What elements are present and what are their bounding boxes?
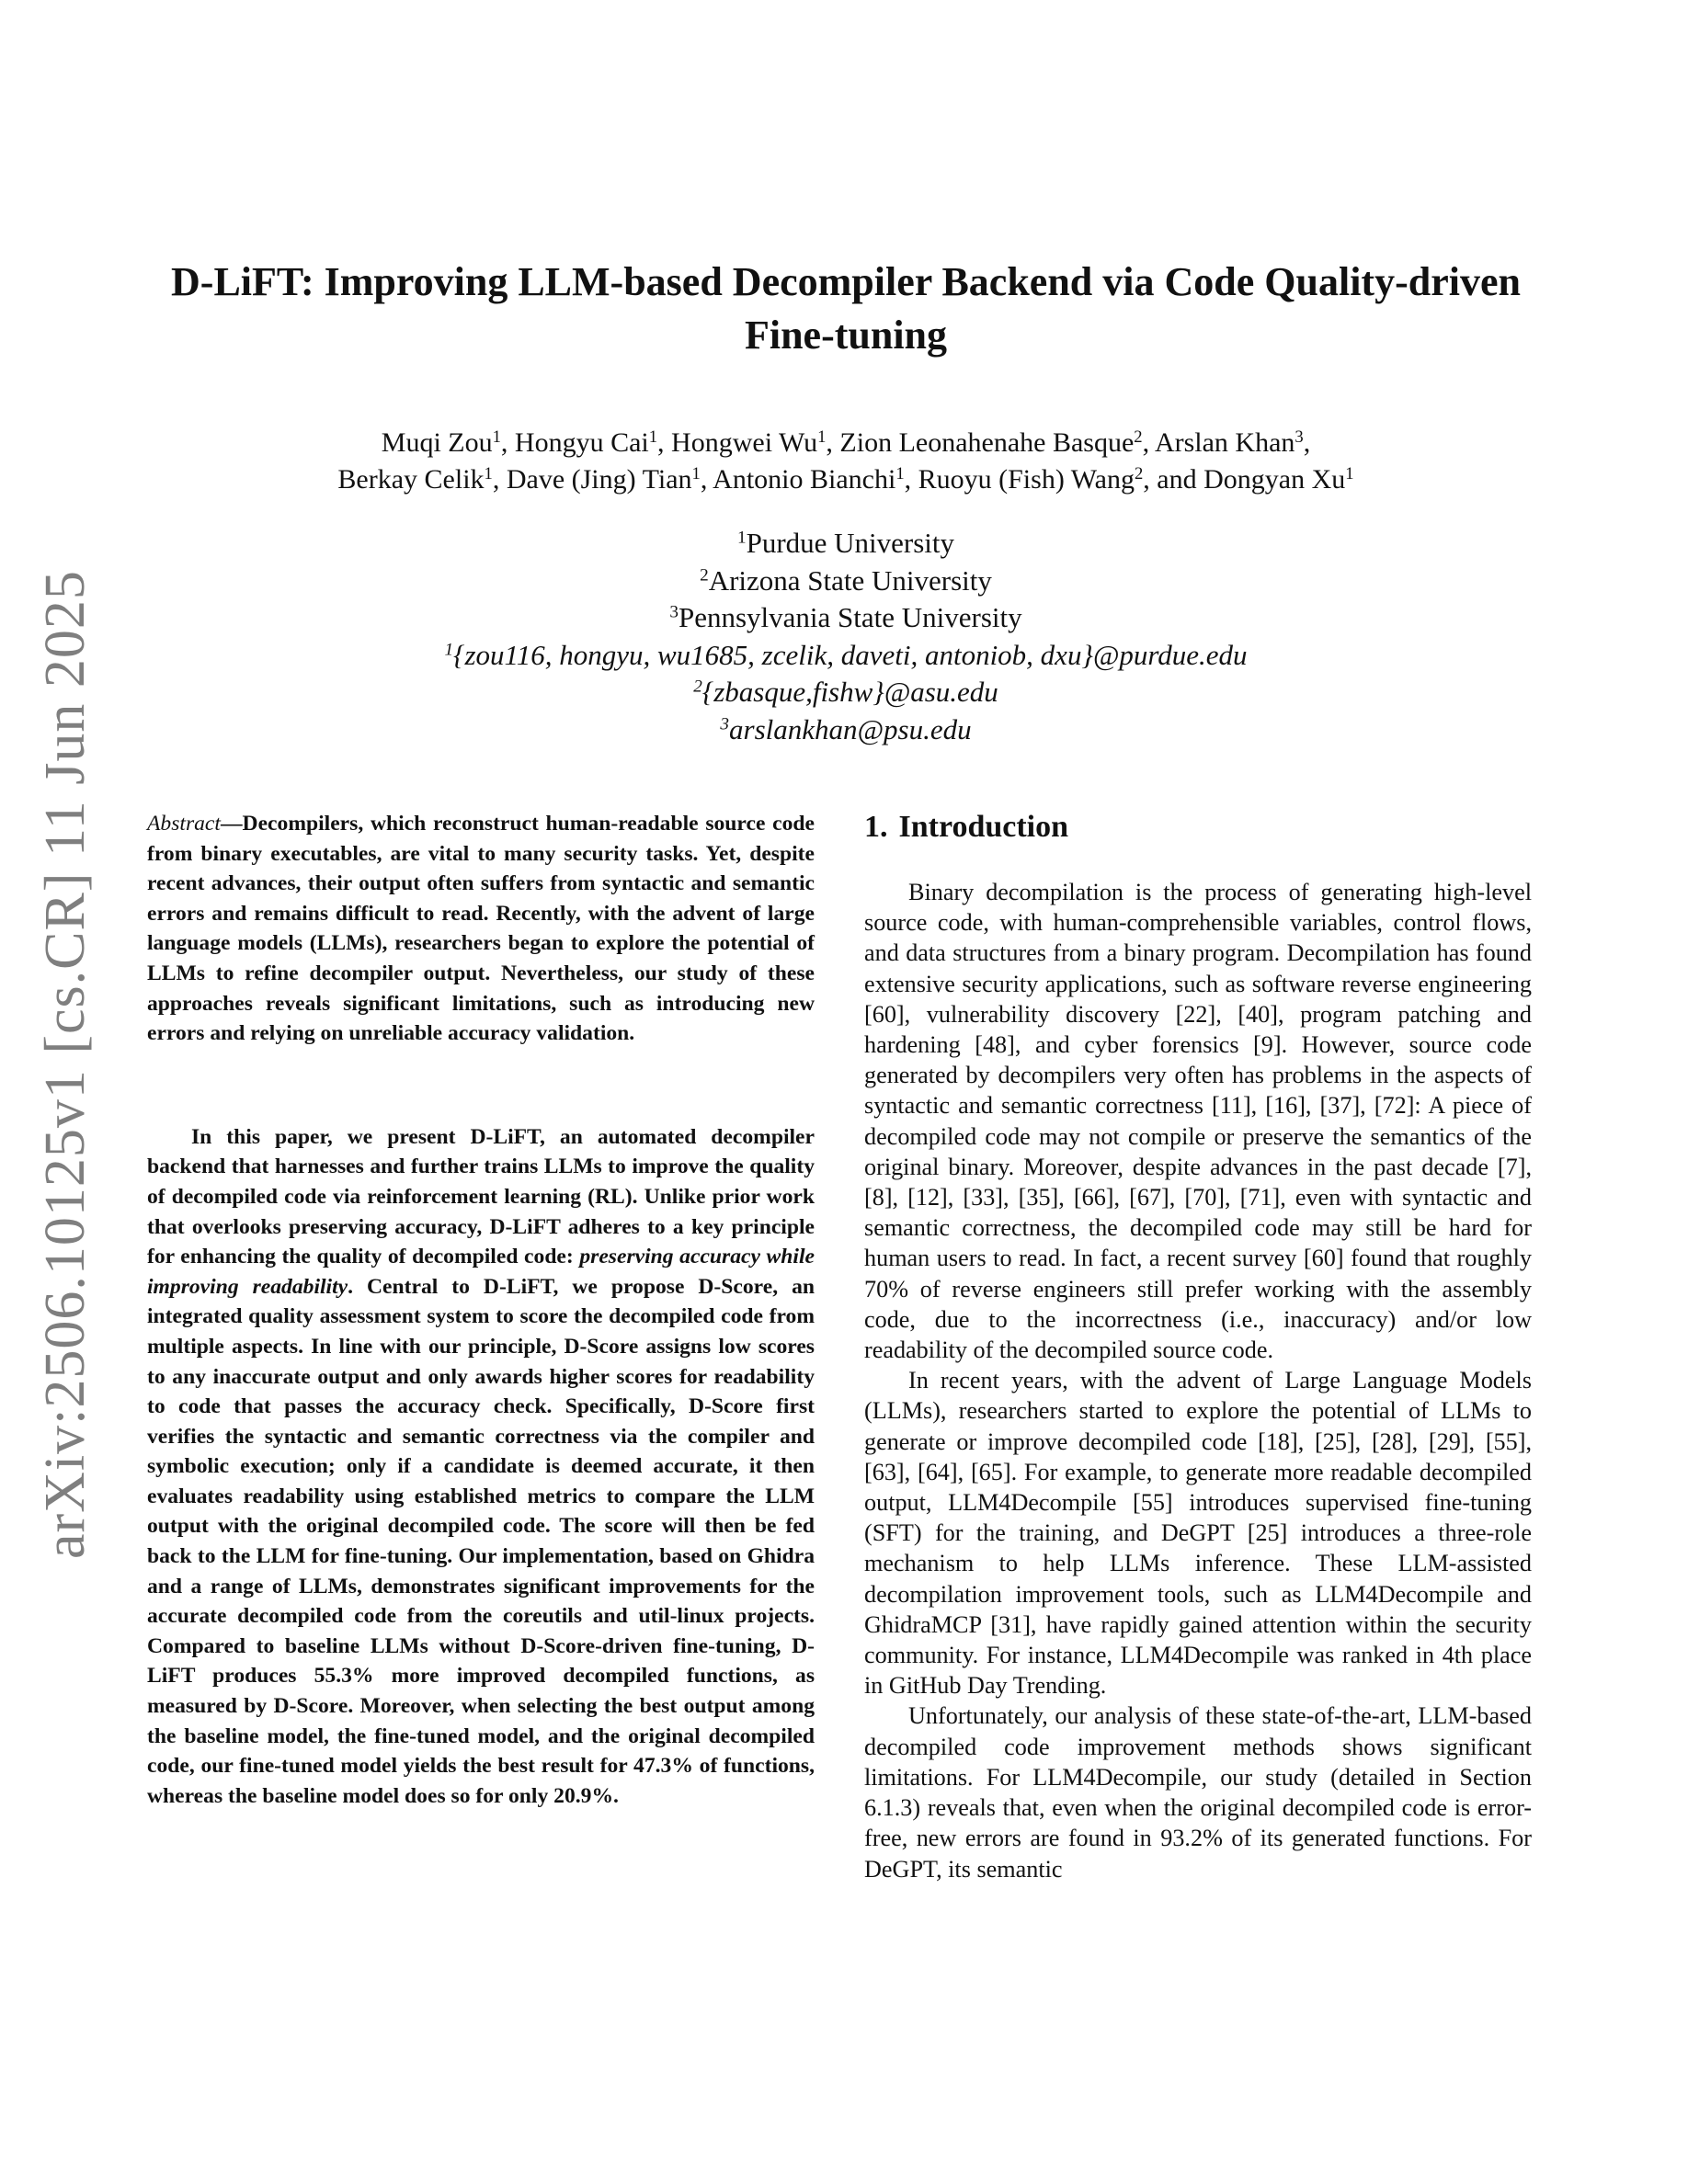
author-name: Antonio Bianchi [713,464,896,495]
author-line-2 [138,461,1554,498]
intro-paragraph-3: Unfortunately, our analysis of these state-of-the-art, LLM-based decompiled code improvement methods shows significant limitations. For LLM4Decompile, our study (detailed in Section 6.1.3) reveals that, even when the original decompiled code is error-free, new errors are found in 93.2% of its generated functions. For DeGPT, its semantic [864,1702,1532,1883]
affiliation: $^1$Purdue University [736,527,955,559]
author-sep: , [1303,427,1311,458]
email-line: $^1${zou116, hongyu, wu1685, zcelik, daveti, antoniob, dxu}@purdue.edu [444,638,1248,671]
intro-paragraph-1: Binary decompilation is the process of generating high-level source code, with human-comprehensible variables, control flows, and data structures from a binary program. Decompilation has found extensive security applications, such as software reverse engineering [60], vulnerability discovery [22], [40], program patching and hardening [48], and cyber forensics [9]. However, source code generated by decompilers very often has problems in the aspects of syntactic and semantic correctness [11], [16], [37], [72]: A piece of decompiled code may not compile or preserve the semantics of the original binary. Moreover, despite advances in the past decade [7], [8], [12], [33], [35], [66], [67], [70], [71], even with syntactic and semantic correctness, the decompiled code may still be hard for human users to read. In fact, a recent survey [60] found that roughly 70% of reverse engineers still prefer working with the assembly code, due to the incorrectness (i.e., inaccuracy) and/or low readability of the decompiled source code. [864,879,1532,1364]
author-sep: , [904,464,918,495]
author-name: Zion Leonahenahe Basque [839,427,1135,458]
author-name: Ruoyu (Fish) Wang [918,464,1135,495]
section-heading [864,809,1532,846]
author-affil-mark: 1 [895,463,905,483]
author-sep: , [700,464,713,495]
email-line: $^2${zbasque,fishw}@asu.edu [693,676,998,708]
author-name: Dongyan Xu [1203,464,1346,495]
author-line-1 [138,425,1554,461]
author-sep: , [826,427,840,458]
author-affil-mark: 1 [484,463,493,483]
affiliation: $^3$Pennsylvania State University [669,601,1022,633]
email-line: $^3$arslankhan@psu.edu [720,712,972,745]
author-sep: , and [1143,464,1204,495]
affiliation-block [138,525,1554,748]
affil-mark: 1 [736,528,747,548]
affil-mark: 3 [720,713,729,734]
author-name: Dave (Jing) Tian [506,464,692,495]
author-affil-mark: 3 [1295,427,1304,447]
title-line-1: D-LiFT: Improving LLM-based Decompiler Backend via Code Quality-driven [171,259,1521,304]
introduction-column [864,809,1532,1884]
title-line-2: Fine-tuning [744,313,948,358]
author-sep: , [1142,427,1155,458]
author-affil-mark: 1 [691,463,701,483]
affil-mark: 2 [693,677,702,697]
author-sep: , [492,464,507,495]
author-name: Hongwei Wu [671,427,818,458]
affil-mark: 1 [444,639,454,659]
author-affil-mark: 2 [1135,463,1144,483]
affil-mark: 2 [700,564,709,585]
author-name: Berkay Celik [337,464,485,495]
author-sep: , [500,427,515,458]
section-title: Introduction [898,810,1069,844]
author-affil-mark: 1 [817,427,827,447]
author-name: Muqi Zou [381,427,493,458]
affiliation: $^2$Arizona State University [700,563,992,597]
author-name: Arslan Khan [1154,427,1295,458]
abstract-label: Abstract [147,812,221,836]
section-number: 1. [864,810,888,844]
intro-paragraph-2: In recent years, with the advent of Large Language Models (LLMs), researchers started to explore the potential of LLMs to generate or improve decompiled code [18], [25], [28], [29], [55], [63], [64], [65]. For example, to generate more readable decompiled output, LLM4Decompile [55] introduces supervised fine-tuning (SFT) for the training, and DeGPT [25] introduces a three-role mechanism to help LLMs inference. These LLM-assisted decompilation improvement tools, such as LLM4Decompile and GhidraMCP [31], have rapidly gained attention within the security community. For instance, LLM4Decompile was ranked in 4th place in GitHub Day Trending. [864,1367,1532,1700]
author-sep: , [657,427,672,458]
affil-mark: 3 [669,602,679,622]
abstract-column [147,809,815,1811]
author-list [138,425,1554,498]
author-affil-mark: 1 [648,427,658,447]
abstract-paragraph-2: In this paper, we present D-LiFT, an automated decompiler backend that harnesses and further trains LLMs to improve the quality of decompiled code via reinforcement learning (RL). Unlike prior work that overlooks preserving accuracy, D-LiFT adheres to a key principle for enhancing the quality of decompiled code: preserving accuracy while improving readability. Central to D-LiFT, we propose D-Score, an integrated quality assessment system to score the decompiled code from multiple aspects. In line with our principle, D-Score assigns low scores to any inaccurate output and only awards higher scores for readability to code that passes the accuracy check. Specifically, D-Score first verifies the syntactic and semantic correctness via the compiler and symbolic execution; only if a candidate is deemed accurate, it then evaluates readability using established metrics to compare the LLM output with the original decompiled code. The score will then be fed back to the LLM for fine-tuning. Our implementation, based on Ghidra and a range of LLMs, demonstrates significant improvements for the accurate decompiled code from the coreutils and util-linux projects. Compared to baseline LLMs without D-Score-driven fine-tuning, D-LiFT produces 55.3% more improved decompiled functions, as measured by D-Score. Moreover, when selecting the best output among the baseline model, the fine-tuned model, and the original decompiled code, our fine-tuned model yields the best result for 47.3% of functions, whereas the baseline model does so for only 20.9%. [147,1124,815,1808]
abstract-paragraph-1: Abstract—Decompilers, which reconstruct human-readable source code from binary executables, are vital to many security tasks. Yet, despite recent advances, their output often suffers from syntactic and semantic errors and remains difficult to read. Recently, with the advent of large language models (LLMs), researchers began to explore the potential of LLMs to refine decompiler output. Nevertheless, our study of these approaches reveals significant limitations, such as introducing new errors and relying on unreliable accuracy validation. [147,812,815,1046]
author-affil-mark: 2 [1134,427,1143,447]
paper-title [138,256,1554,362]
author-affil-mark: 1 [1345,463,1354,483]
arxiv-stamp: arXiv:2506.10125v1 [cs.CR] 11 Jun 2025 [34,570,97,1559]
author-name: Hongyu Cai [514,427,649,458]
author-affil-mark: 1 [492,427,501,447]
